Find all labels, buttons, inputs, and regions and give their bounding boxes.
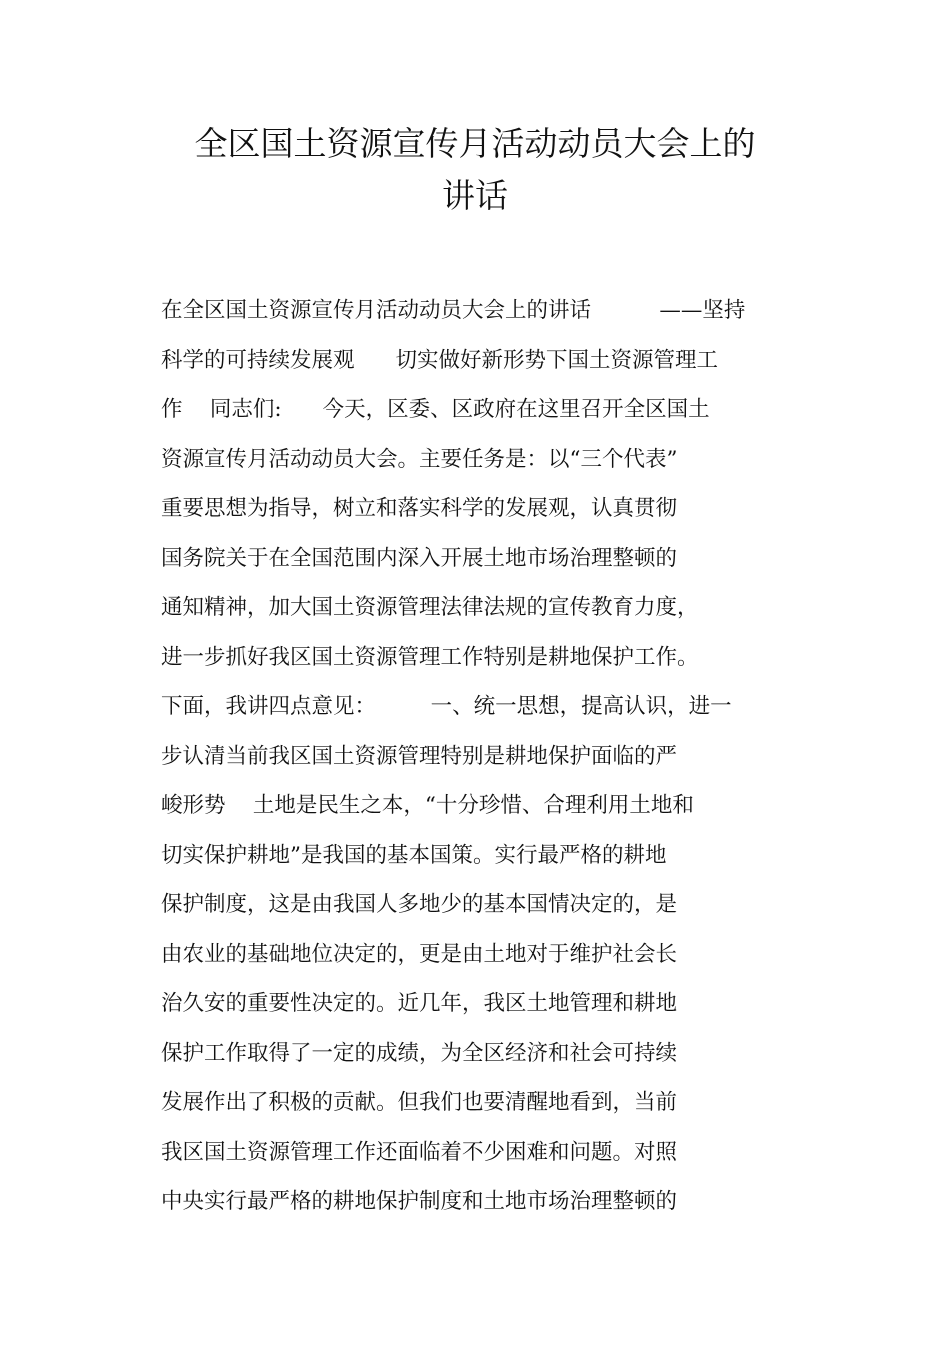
body-line: 我区国土资源管理工作还面临着不少困难和问题。对照 [161,1139,678,1165]
document-title-line-1: 全区国土资源宣传月活动动员大会上的 [194,124,756,163]
body-line: 发展作出了积极的贡献。但我们也要清醒地看到，当前 [161,1090,678,1115]
body-line: 资源宣传月活动动员大会。主要任务是：以“三个代表” [161,446,678,472]
body-line: 峻形势 土地是民生之本，“十分珍惜、合理利用土地和 [161,793,694,818]
body-line: 保护制度，这是由我国人多地少的基本国情决定的，是 [161,892,678,917]
body-line: 下面，我讲四点意见： 一、统一思想，提高认识，进一 [161,694,732,719]
document-title-line-2: 讲话 [442,176,508,215]
body-line: 治久安的重要性决定的。近几年，我区土地管理和耕地 [161,991,678,1016]
body-line: 国务院关于在全国范围内深入开展土地市场治理整顿的 [161,545,678,571]
body-line: 切实保护耕地”是我国的基本国策。实行最严格的耕地 [161,842,667,868]
body-line: 在全区国土资源宣传月活动动员大会上的讲话 ——坚持 [161,298,746,323]
document-body [161,286,801,1227]
document-title [0,118,950,222]
body-line: 作 同志们: 今天，区委、区政府在这里召开全区国土 [161,397,710,422]
body-line: 中央实行最严格的耕地保护制度和土地市场治理整顿的 [161,1189,678,1214]
body-line: 通知精神，加大国土资源管理法律法规的宣传教育力度， [161,595,699,620]
body-line: 进一步抓好我区国土资源管理工作特别是耕地保护工作。 [161,644,699,670]
body-line: 由农业的基础地位决定的，更是由土地对于维护社会长 [161,941,678,967]
body-line: 保护工作取得了一定的成绩，为全区经济和社会可持续 [161,1040,678,1066]
body-line: 科学的可持续发展观 切实做好新形势下国土资源管理工 [161,347,719,373]
body-line: 重要思想为指导，树立和落实科学的发展观，认真贯彻 [161,496,678,521]
body-line: 步认清当前我区国土资源管理特别是耕地保护面临的严 [161,743,678,769]
